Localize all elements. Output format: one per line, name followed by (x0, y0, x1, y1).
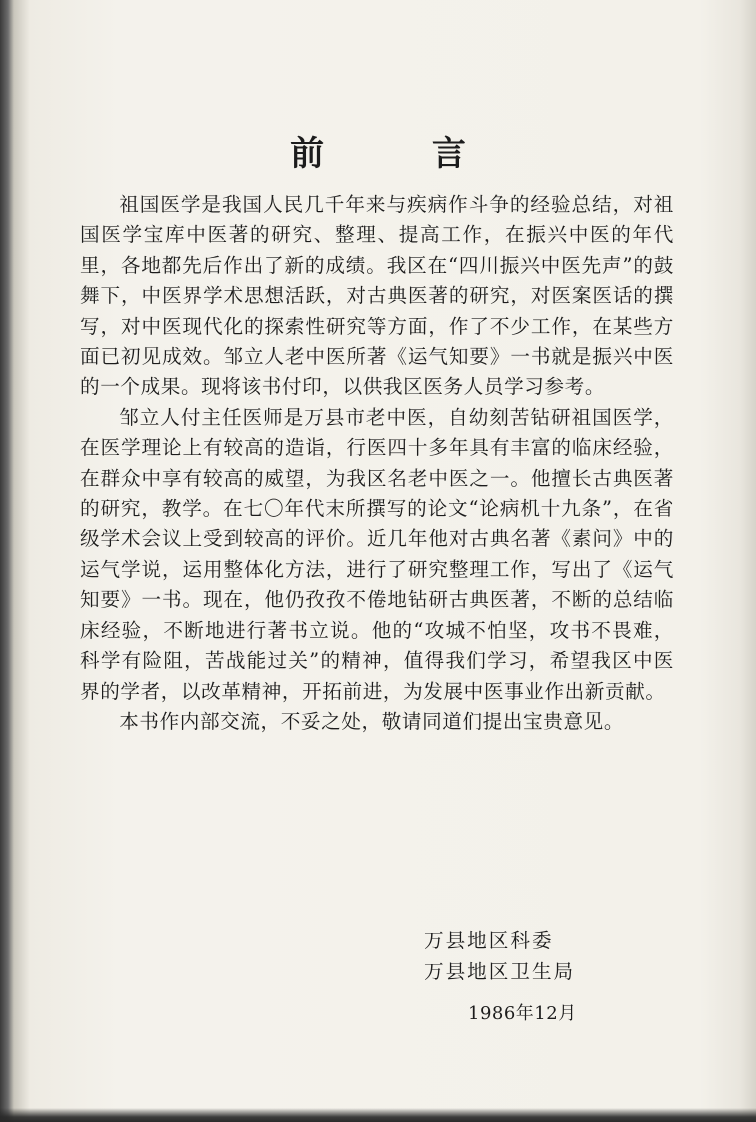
signature-organization-2: 万县地区卫生局 (424, 960, 576, 983)
preface-body (80, 190, 674, 737)
signature-organization-1: 万县地区科委 (424, 929, 554, 952)
page-bottom-edge (0, 1108, 756, 1122)
paragraph-2: 邹立人付主任医师是万县市老中医，自幼刻苦钻研祖国医学，在医学理论上有较高的造诣，行医四十多年具有丰富的临床经验，在群众中享有较高的威望，为我区名老中医之一。他擅长古典医著的研究，教学。在七〇年代末所撰写的论文“论病机十九条”，在省级学术会议上受到较高的评价。近几年他对古典名著《素问》中的运气学说，运用整体化方法，进行了研究整理工作，写出了《运气知要》一书。现在，他仍孜孜不倦地钻研古典医著，不断的总结临床经验，不断地进行著书立说。他的“攻城不怕坚，攻书不畏难，科学有险阻，苦战能过关”的精神，值得我们学习，希望我区中医界的学者，以改革精神，开拓前进，为发展中医事业作出新贡献。 (80, 405, 674, 703)
paragraph-1: 祖国医学是我国人民几千年来与疾病作斗争的经验总结，对祖国医学宝库中医著的研究、整理、提高工作，在振兴中医的年代里，各地都先后作出了新的成绩。我区在“四川振兴中医先声”的鼓舞下，中医界学术思想活跃，对古典医著的研究，对医案医话的撰写，对中医现代化的探索性研究等方面，作了不少工作，在某些方面已初见成效。邹立人老中医所著《运气知要》一书就是振兴中医的一个成果。现将该书付印，以供我区医务人员学习参考。 (80, 193, 674, 399)
page-title: 前 言 (290, 134, 514, 174)
signature-date: 1986年12月 (468, 1003, 577, 1024)
paragraph-3: 本书作内部交流，不妥之处，敬请同道们提出宝贵意见。 (119, 709, 625, 733)
